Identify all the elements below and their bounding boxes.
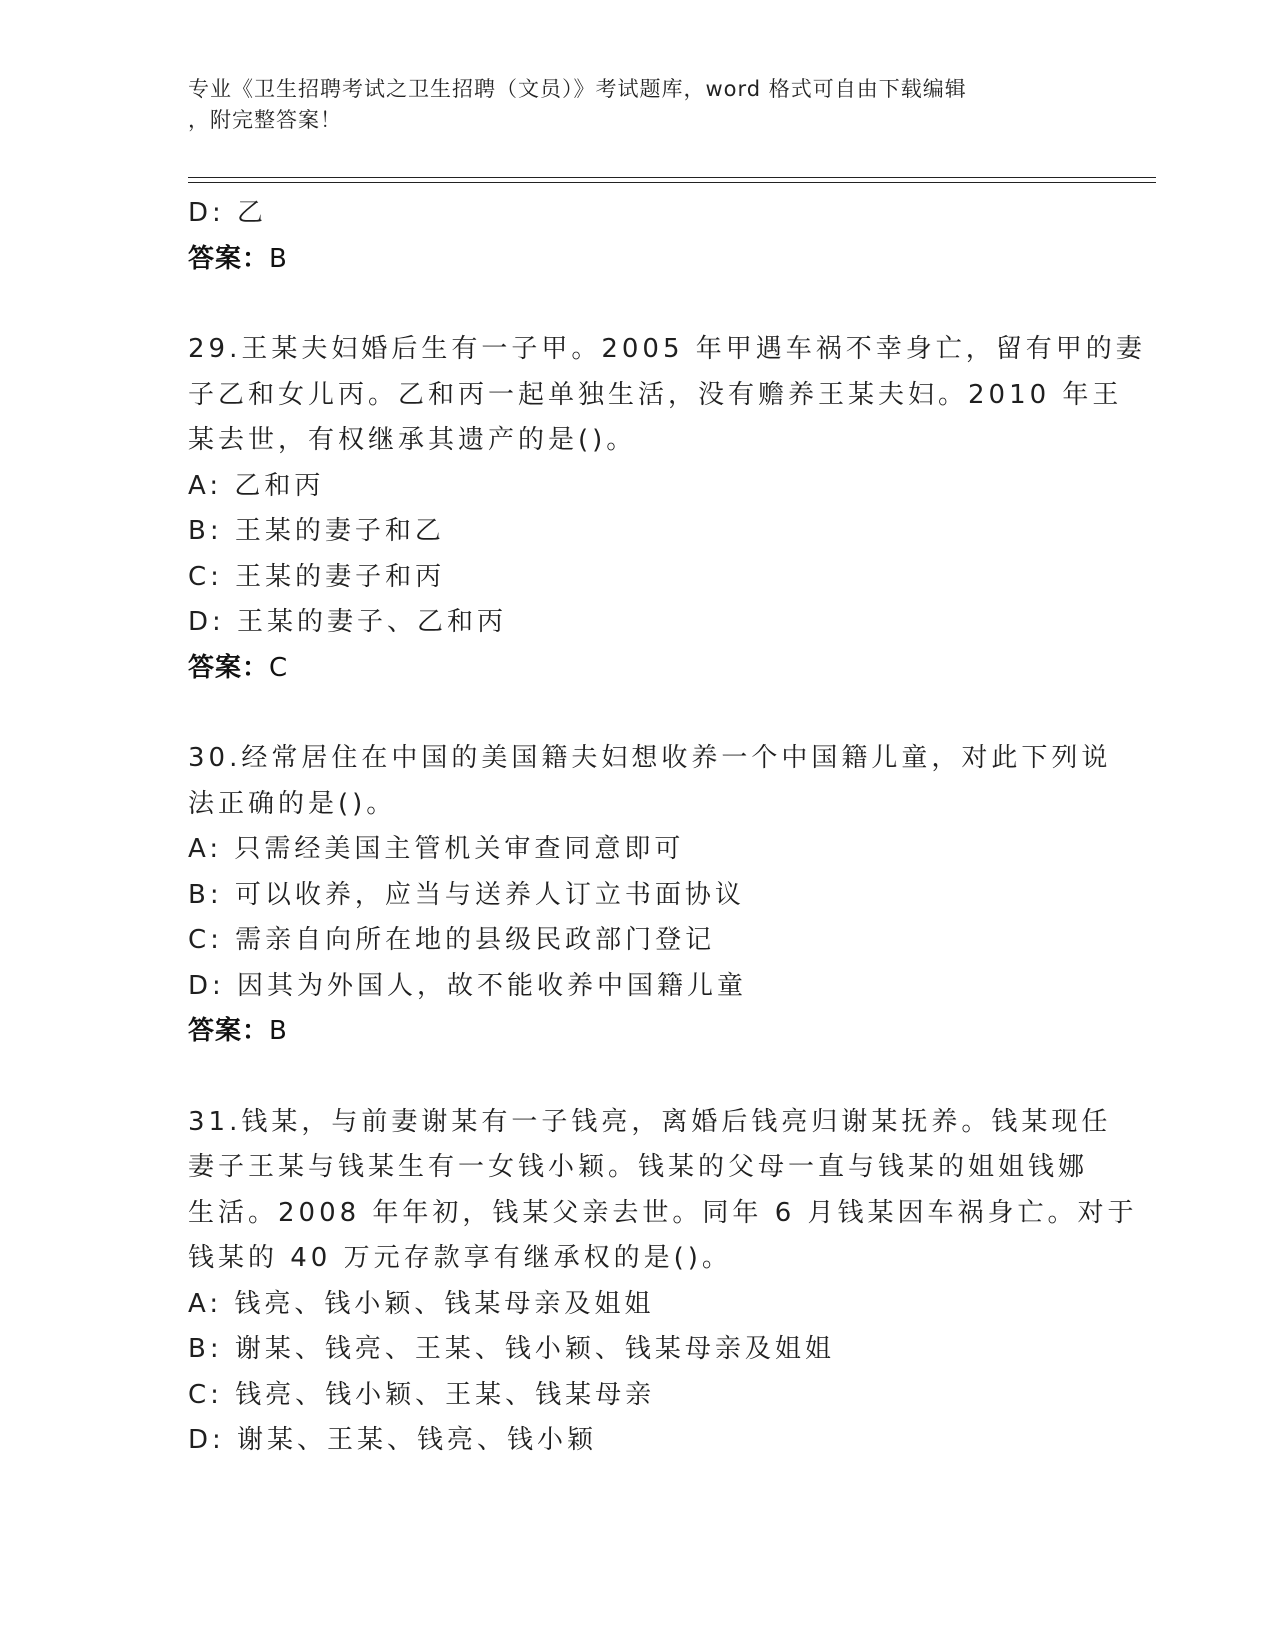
question-text-line: 钱某的 40 万元存款享有继承权的是()。 bbox=[188, 1243, 732, 1273]
question-text-line: 法正确的是()。 bbox=[188, 788, 397, 819]
option-b: B: 谢某、钱亮、王某、钱小颖、钱某母亲及姐姐 bbox=[188, 1334, 835, 1364]
prev-answer bbox=[188, 237, 1088, 283]
question-31 bbox=[188, 1100, 1138, 1282]
header-line-2: ，附完整答案！ bbox=[188, 108, 342, 132]
question-text-line: 生活。2008 年年初，钱某父亲去世。同年 6 月钱某因车祸身亡。对于 bbox=[188, 1197, 1138, 1228]
option-d: D: 因其为外国人，故不能收养中国籍儿童 bbox=[188, 970, 748, 1001]
answer-value: B bbox=[269, 1016, 288, 1046]
question-text-line: 29.王某夫妇婚后生有一子甲。2005 年甲遇车祸不幸身亡，留有甲的妻 bbox=[188, 334, 1146, 364]
option-b: B: 王某的妻子和乙 bbox=[188, 516, 445, 546]
question-text-line: 子乙和女儿丙。乙和丙一起单独生活，没有赡养王某夫妇。2010 年王 bbox=[188, 379, 1123, 410]
header-divider-bottom bbox=[188, 182, 1156, 183]
question-text-line: 某去世，有权继承其遗产的是()。 bbox=[188, 425, 637, 455]
answer-value: B bbox=[269, 243, 288, 274]
answer-label: 答案： bbox=[188, 1016, 270, 1046]
option-a: A: 钱亮、钱小颖、钱某母亲及姐姐 bbox=[188, 1288, 655, 1319]
header-line-1: 专业《卫生招聘考试之卫生招聘（文员）》考试题库，word 格式可自由下载编辑 bbox=[188, 77, 967, 101]
answer-value: C bbox=[269, 652, 289, 683]
question-30 bbox=[188, 736, 1112, 827]
option-a: A: 只需经美国主管机关审查同意即可 bbox=[188, 834, 685, 864]
question-text-line: 31.钱某，与前妻谢某有一子钱亮，离婚后钱亮归谢某抚养。钱某现任 bbox=[188, 1106, 1112, 1137]
option-b: B: 可以收养，应当与送养人订立书面协议 bbox=[188, 879, 745, 910]
question-text-line: 妻子王某与钱某生有一女钱小颖。钱某的父母一直与钱某的姐姐钱娜 bbox=[188, 1152, 1089, 1182]
option-c: C: 钱亮、钱小颖、王某、钱某母亲 bbox=[188, 1379, 656, 1410]
question-text-line: 30.经常居住在中国的美国籍夫妇想收养一个中国籍儿童，对此下列说 bbox=[188, 743, 1112, 773]
question-29 bbox=[188, 327, 1146, 464]
answer-label: 答案： bbox=[188, 652, 270, 683]
option-d: D: 王某的妻子、乙和丙 bbox=[188, 607, 508, 637]
header-divider-top bbox=[188, 177, 1156, 178]
option-c: C: 需亲自向所在地的县级民政部门登记 bbox=[188, 925, 716, 955]
option-d: D: 谢某、王某、钱亮、钱小颖 bbox=[188, 1425, 598, 1455]
option-a: A: 乙和丙 bbox=[188, 470, 325, 501]
answer-29 bbox=[188, 646, 1088, 692]
answer-30 bbox=[188, 1009, 1088, 1055]
document-body bbox=[188, 191, 1146, 1464]
answer-label: 答案： bbox=[188, 243, 270, 274]
prev-option-d: D: 乙 bbox=[188, 198, 268, 228]
option-c: C: 王某的妻子和丙 bbox=[188, 561, 446, 592]
document-header bbox=[188, 74, 1068, 136]
